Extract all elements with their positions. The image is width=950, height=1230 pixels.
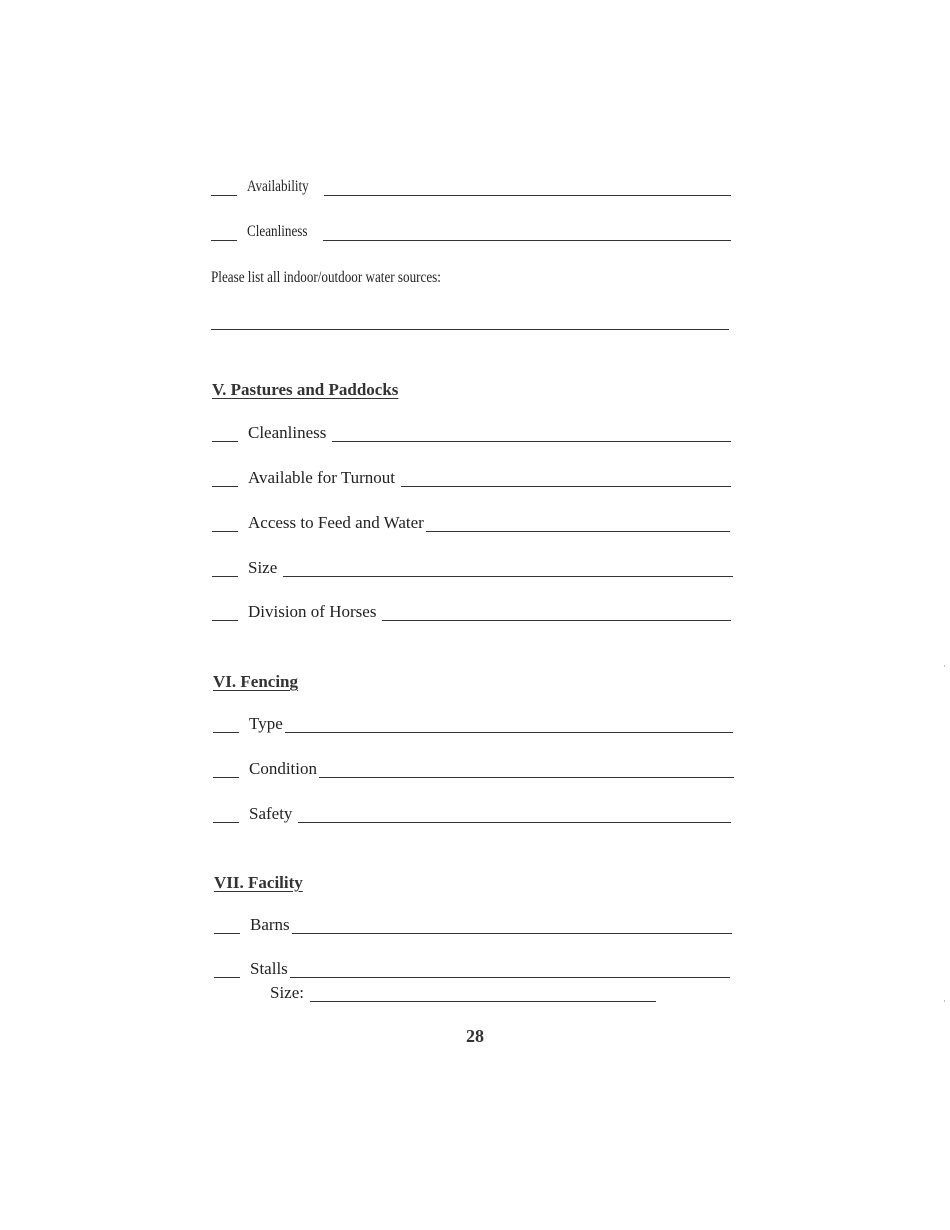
- check-blank[interactable]: [214, 963, 240, 978]
- form-item-barns: [214, 916, 732, 934]
- item-label: Cleanliness: [248, 423, 327, 442]
- form-item-condition: [213, 760, 734, 778]
- check-blank[interactable]: [213, 808, 239, 823]
- form-item-turnout: [212, 469, 731, 487]
- check-blank[interactable]: [211, 181, 237, 196]
- form-item-stalls: [214, 960, 730, 978]
- item-label: Size:: [270, 983, 304, 1002]
- form-item-cleanliness: [211, 223, 731, 241]
- section-heading-fencing: VI. Fencing: [213, 672, 298, 691]
- answer-line[interactable]: [292, 919, 732, 934]
- answer-line[interactable]: [401, 472, 731, 487]
- answer-line[interactable]: [319, 763, 734, 778]
- check-blank[interactable]: [213, 763, 239, 778]
- item-label: Condition: [249, 759, 318, 778]
- answer-line[interactable]: [290, 963, 730, 978]
- check-blank[interactable]: [214, 919, 240, 934]
- check-blank[interactable]: [211, 226, 237, 241]
- form-item-size: [212, 559, 733, 577]
- check-blank[interactable]: [212, 427, 238, 442]
- check-blank[interactable]: [212, 472, 238, 487]
- scan-edge-mark: [944, 1000, 945, 1002]
- page-number: 28: [466, 1026, 484, 1046]
- check-blank[interactable]: [213, 718, 239, 733]
- item-label: Available for Turnout: [248, 468, 396, 487]
- section-heading-facility: VII. Facility: [214, 873, 303, 892]
- answer-line[interactable]: [426, 517, 730, 532]
- answer-line[interactable]: [310, 987, 656, 1002]
- answer-line[interactable]: [382, 606, 731, 621]
- answer-line[interactable]: [324, 181, 731, 196]
- scan-edge-mark: [944, 665, 945, 667]
- item-label: Size: [248, 558, 278, 577]
- water-sources-prompt: Please list all indoor/outdoor water sources:: [211, 269, 441, 286]
- answer-line[interactable]: [298, 808, 731, 823]
- form-item-availability: [211, 178, 731, 196]
- answer-line[interactable]: [332, 427, 731, 442]
- form-item-type: [213, 715, 733, 733]
- item-label: Safety: [249, 804, 293, 823]
- check-blank[interactable]: [212, 606, 238, 621]
- form-item-stall-size: [270, 984, 656, 1002]
- section-heading-pastures: V. Pastures and Paddocks: [212, 380, 399, 399]
- item-label: Availability: [247, 178, 309, 195]
- answer-line[interactable]: [285, 718, 733, 733]
- form-item-feed-water: [212, 514, 730, 532]
- answer-line[interactable]: [323, 226, 731, 241]
- check-blank[interactable]: [212, 562, 238, 577]
- item-label: Cleanliness: [247, 223, 308, 240]
- form-item-safety: [213, 805, 731, 823]
- item-label: Stalls: [250, 959, 288, 978]
- form-item-pasture-cleanliness: [212, 424, 731, 442]
- water-sources-line[interactable]: [211, 329, 729, 330]
- answer-line[interactable]: [283, 562, 733, 577]
- check-blank[interactable]: [212, 517, 238, 532]
- item-label: Type: [249, 714, 283, 733]
- item-label: Access to Feed and Water: [248, 513, 424, 532]
- form-item-division: [212, 603, 731, 621]
- item-label: Barns: [250, 915, 290, 934]
- item-label: Division of Horses: [248, 602, 377, 621]
